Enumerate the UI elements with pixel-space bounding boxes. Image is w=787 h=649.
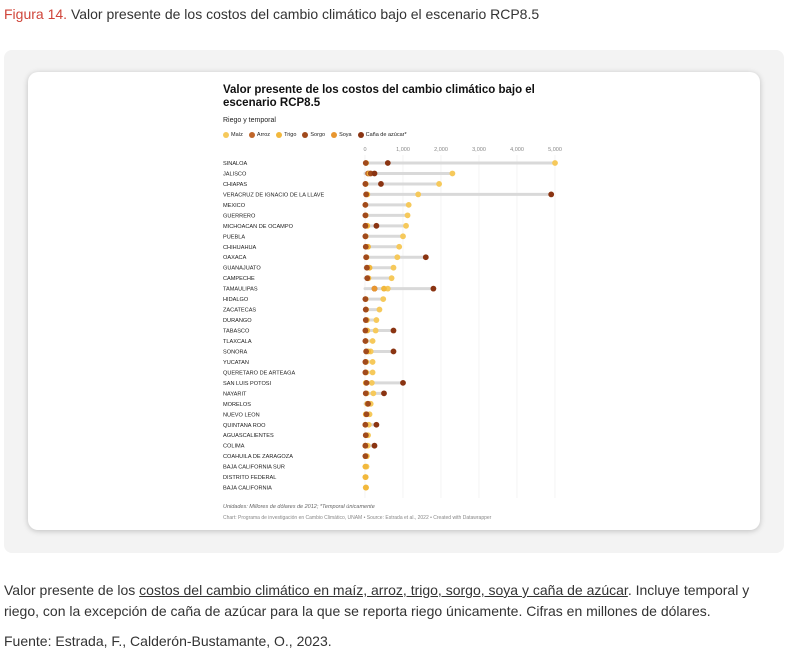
category-label: GUANAJUATO bbox=[223, 265, 261, 272]
legend-label: Caña de azúcar* bbox=[365, 132, 407, 138]
data-point bbox=[362, 370, 368, 376]
data-point bbox=[364, 411, 370, 417]
data-point bbox=[423, 254, 429, 260]
data-point bbox=[363, 160, 369, 166]
category-label: COLIMA bbox=[223, 443, 245, 450]
chart-credit: Chart: Programa de investigación en Cambio Climático, UNAM • Source: Estrada et al., 2022 • Created with Datawrapper bbox=[223, 515, 492, 521]
data-point bbox=[436, 181, 442, 187]
x-tick-label: 5,000 bbox=[548, 147, 562, 153]
category-label: COAHUILA DE ZARAGOZA bbox=[223, 454, 293, 461]
data-point bbox=[380, 296, 386, 302]
data-point bbox=[362, 474, 368, 480]
data-point bbox=[385, 160, 391, 166]
data-point bbox=[391, 328, 397, 334]
category-label: ZACATECAS bbox=[223, 307, 257, 314]
category-label: CHIAPAS bbox=[223, 181, 248, 188]
data-point bbox=[362, 422, 368, 428]
legend-label: Soya bbox=[339, 132, 352, 138]
data-point bbox=[400, 380, 406, 386]
chart-card bbox=[28, 72, 760, 530]
data-point bbox=[369, 380, 375, 386]
category-label: CHIHUAHUA bbox=[223, 244, 257, 251]
data-point bbox=[372, 286, 378, 292]
category-label: JALISCO bbox=[223, 171, 247, 178]
category-label: NAYARIT bbox=[223, 391, 247, 398]
chart-units-note: Unidades: Millores de dólares de 2012; *Temporal únicamente bbox=[223, 504, 375, 510]
category-label: AGUASCALIENTES bbox=[223, 433, 274, 440]
category-label: BAJA CALIFORNIA bbox=[223, 485, 272, 492]
data-point bbox=[362, 359, 368, 365]
data-point bbox=[362, 202, 368, 208]
data-point bbox=[373, 328, 379, 334]
category-label: TABASCO bbox=[223, 328, 250, 335]
data-point bbox=[374, 317, 380, 323]
data-point bbox=[362, 338, 368, 344]
data-point bbox=[362, 443, 368, 449]
data-point bbox=[406, 202, 412, 208]
data-point bbox=[362, 233, 368, 239]
category-label: SAN LUIS POTOSI bbox=[223, 380, 272, 387]
category-label: SONORA bbox=[223, 349, 248, 356]
data-point bbox=[381, 390, 387, 396]
chart-title: Valor presente de los costos del cambio climático bajo el escenario RCP8.5 bbox=[223, 84, 535, 109]
chart-plot bbox=[28, 72, 760, 530]
data-point bbox=[362, 453, 368, 459]
data-point bbox=[403, 223, 409, 229]
category-label: SINALOA bbox=[223, 161, 248, 167]
data-point bbox=[370, 370, 376, 376]
data-point bbox=[372, 171, 378, 177]
category-label: CAMPECHE bbox=[223, 276, 255, 283]
data-point bbox=[363, 244, 369, 250]
description-post: . Incluye temporal y riego, con la excepción de caña de azúcar para la que se reporta riego únicamente. Cifras en millones de dólares. bbox=[4, 582, 750, 619]
data-point bbox=[381, 286, 387, 292]
data-point bbox=[364, 380, 370, 386]
category-label: TLAXCALA bbox=[223, 338, 252, 345]
data-point bbox=[372, 443, 378, 449]
data-point bbox=[363, 349, 369, 355]
legend-label: Arroz bbox=[256, 132, 271, 138]
category-label: VERACRUZ DE IGNACIO DE LA LLAVE bbox=[223, 192, 325, 199]
data-point bbox=[362, 181, 368, 187]
data-point bbox=[552, 160, 558, 166]
data-point bbox=[364, 265, 370, 271]
data-point bbox=[377, 307, 383, 313]
data-point bbox=[378, 181, 384, 187]
data-point bbox=[374, 422, 380, 428]
data-point bbox=[394, 254, 400, 260]
category-label: GUERRERO bbox=[223, 213, 256, 220]
category-label: PUEBLA bbox=[223, 234, 246, 241]
data-point bbox=[363, 192, 369, 198]
category-label: DISTRITO FEDERAL bbox=[223, 475, 277, 482]
data-point bbox=[548, 192, 554, 198]
category-label: OAXACA bbox=[223, 255, 247, 262]
x-tick-label: 1,000 bbox=[396, 147, 410, 153]
x-tick-label: 0 bbox=[363, 147, 367, 153]
category-label: BAJA CALIFORNIA SUR bbox=[223, 464, 285, 471]
data-point bbox=[431, 286, 437, 292]
x-tick-label: 4,000 bbox=[510, 147, 524, 153]
category-label: HIDALGO bbox=[223, 297, 249, 304]
category-label: MICHOACAN DE OCAMPO bbox=[223, 223, 293, 230]
data-point bbox=[400, 233, 406, 239]
chart-subtitle: Riego y temporal bbox=[223, 117, 276, 124]
category-label: YUCATAN bbox=[223, 359, 249, 366]
data-point bbox=[365, 401, 371, 407]
data-point bbox=[362, 464, 368, 470]
figure-description bbox=[4, 580, 784, 622]
description-link[interactable]: costos del cambio climático en maíz, arroz, trigo, sorgo, soya y caña de azúcar bbox=[139, 582, 628, 598]
legend-label: Maíz bbox=[231, 132, 243, 138]
data-point bbox=[362, 296, 368, 302]
data-point bbox=[374, 223, 380, 229]
legend-label: Sorgo bbox=[310, 132, 326, 138]
x-tick-label: 2,000 bbox=[434, 147, 448, 153]
category-label: DURANGO bbox=[223, 318, 252, 325]
category-label: TAMAULIPAS bbox=[223, 286, 258, 293]
data-point bbox=[405, 212, 411, 218]
data-point bbox=[362, 212, 368, 218]
category-label: MORELOS bbox=[223, 401, 251, 408]
data-point bbox=[364, 275, 370, 281]
data-point bbox=[362, 328, 368, 334]
data-point bbox=[363, 307, 369, 313]
category-label: NUEVO LEON bbox=[223, 412, 260, 419]
data-point bbox=[450, 171, 456, 177]
data-point bbox=[363, 317, 369, 323]
description-pre: Valor presente de los bbox=[4, 582, 140, 598]
data-point bbox=[389, 275, 395, 281]
category-label: QUINTANA ROO bbox=[223, 422, 266, 429]
data-point bbox=[370, 359, 376, 365]
figure-caption-text: Valor presente de los costos del cambio climático bajo el escenario RCP8.5 bbox=[70, 6, 540, 22]
data-point bbox=[415, 192, 421, 198]
data-point bbox=[363, 390, 369, 396]
data-point bbox=[396, 244, 402, 250]
figure-label: Figura 14. bbox=[4, 6, 68, 22]
data-point bbox=[391, 265, 397, 271]
legend-label: Trigo bbox=[284, 132, 297, 138]
data-point bbox=[391, 349, 397, 355]
data-point bbox=[363, 254, 369, 260]
figure-caption bbox=[4, 6, 539, 22]
data-point bbox=[370, 390, 376, 396]
data-point bbox=[362, 223, 368, 229]
data-point bbox=[363, 432, 369, 438]
category-label: MEXICO bbox=[223, 202, 246, 209]
data-point bbox=[363, 485, 369, 491]
x-tick-label: 3,000 bbox=[472, 147, 486, 153]
source-line: Fuente: Estrada, F., Calderón-Bustamante, O., 2023. bbox=[4, 633, 332, 649]
category-label: QUERETARO DE ARTEAGA bbox=[223, 370, 296, 377]
data-point bbox=[370, 338, 376, 344]
